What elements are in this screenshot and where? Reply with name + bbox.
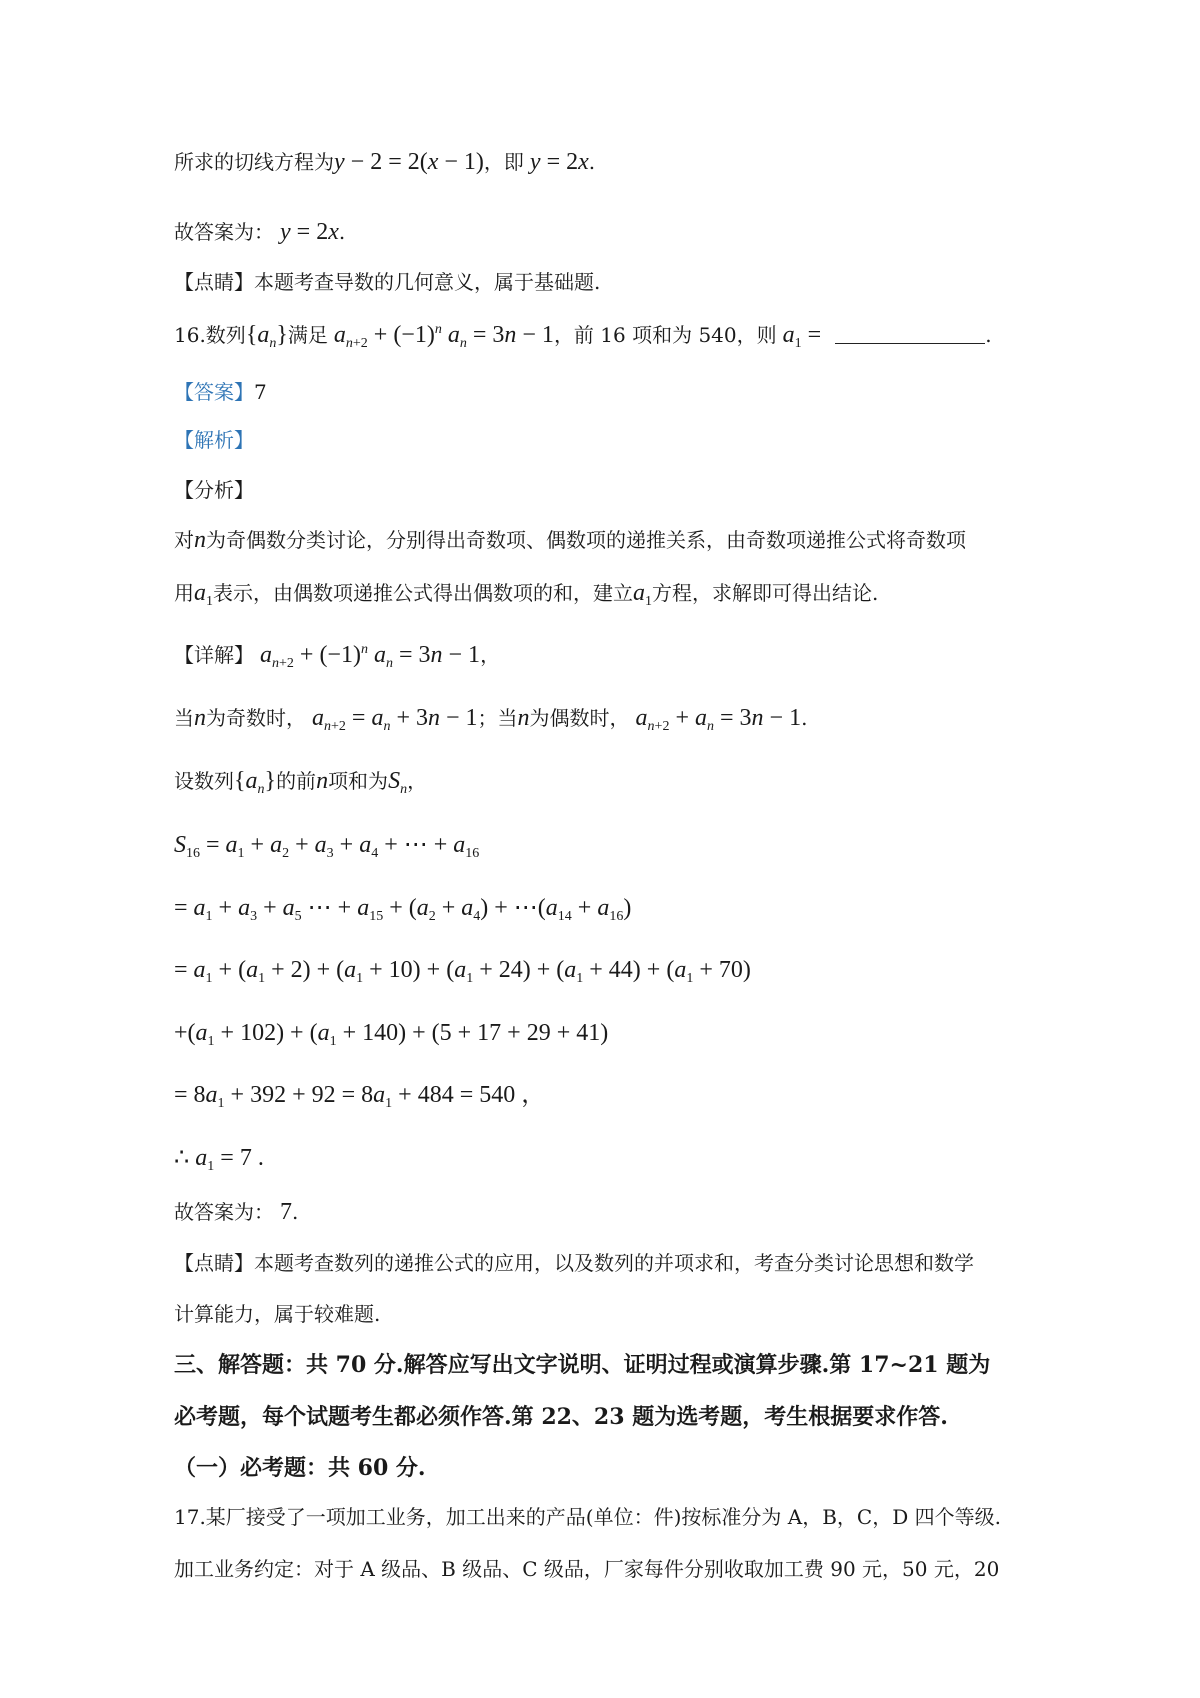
- answer-blank[interactable]: [835, 323, 985, 344]
- comment-15: 【点睛】本题考查导数的几何意义，属于基础题.: [174, 270, 601, 294]
- eq-line-1: $S_{16} = a_1 + a_2 + a_3 + a_4$ + ⋯ + $a_{16}$: [174, 832, 480, 861]
- eq-line-4: $+(a_1 + 102) + (a_1 + 140) + (5 + 17 + 29 + 41)$: [174, 1020, 609, 1049]
- detail-line-1: 【详解】 $a_{n+2} + (-1)^n$ $a_n = 3n - 1$，: [174, 642, 501, 671]
- fenxi-tag: 【分析】: [174, 478, 254, 502]
- section-3-heading-1: 三、解答题：共 70 分.解答应写出文字说明、证明过程或演算步骤.第 17~21 题为: [174, 1352, 991, 1378]
- comment-16-line-1: 【点睛】本题考查数列的递推公式的应用，以及数列的并项求和，考查分类讨论思想和数学: [174, 1251, 974, 1275]
- question-17-line-2: 加工业务约定：对于 A 级品、B 级品、C 级品，厂家每件分别收取加工费 90 元，50 元，20: [174, 1557, 1000, 1581]
- eq-line-6: ∴ $a_1 = 7$ .: [174, 1145, 264, 1174]
- question-17-line-1: 17.某厂接受了一项加工业务，加工出来的产品(单位：件)按标准分为 A，B，C，D 四个等级.: [174, 1505, 1001, 1529]
- jiexi-tag: 【解析】: [174, 428, 254, 452]
- answer-summary-15: 故答案为： y = 2x.: [174, 219, 346, 245]
- final-answer-16: 故答案为： 7.: [174, 1199, 299, 1225]
- analysis-line-2: 用$a_1$表示，由偶数项递推公式得出偶数项的和，建立$a_1$方程，求解即可得出结论.: [174, 580, 879, 609]
- comment-16-line-2: 计算能力，属于较难题.: [174, 1302, 381, 1326]
- sum-def-line: 设数列$\{a_n\}$的前n项和为$S_n$，: [174, 768, 428, 797]
- section-3-heading-2: 必考题，每个试题考生都必须作答.第 22、23 题为选考题，考生根据要求作答.: [174, 1404, 948, 1430]
- case-line: 当n为奇数时， $a_{n+2} = a_n + 3n - 1$；当n为偶数时， $a_{n+2} + a_n = 3n - 1$.: [174, 705, 808, 734]
- eq-line-3: = $a_1 + (a_1 + 2) + (a_1 + 10) + (a_1 + 24) + (a_1 + 44) + (a_1 + 70)$: [174, 957, 751, 986]
- tangent-line-result: 所求的切线方程为y − 2 = 2(x − 1)，即 y = 2x.: [174, 149, 596, 175]
- answer-line: 【答案】7: [174, 380, 267, 404]
- question-16: 16.数列$\{a_n\}$满足 $a_{n+2} + (-1)^n$ $a_n = 3n - 1$，前 16 项和为 540，则 $a_1$ = .: [174, 322, 992, 351]
- eq-line-5: = $8a_1 + 392 + 92 = 8a_1 + 484 = 540$ ，: [174, 1082, 546, 1111]
- eq-line-2: = $a_1 + a_3 + a_5$ ⋯ + $a_{15} + (a_2 + a_4)$ + $\cdots(a_{14} + a_{16})$: [174, 895, 632, 924]
- analysis-line-1: 对n为奇偶数分类讨论，分别得出奇数项、偶数项的递推关系，由奇数项递推公式将奇数项: [174, 527, 966, 553]
- section-3-subheading: （一）必考题：共 60 分.: [174, 1455, 426, 1481]
